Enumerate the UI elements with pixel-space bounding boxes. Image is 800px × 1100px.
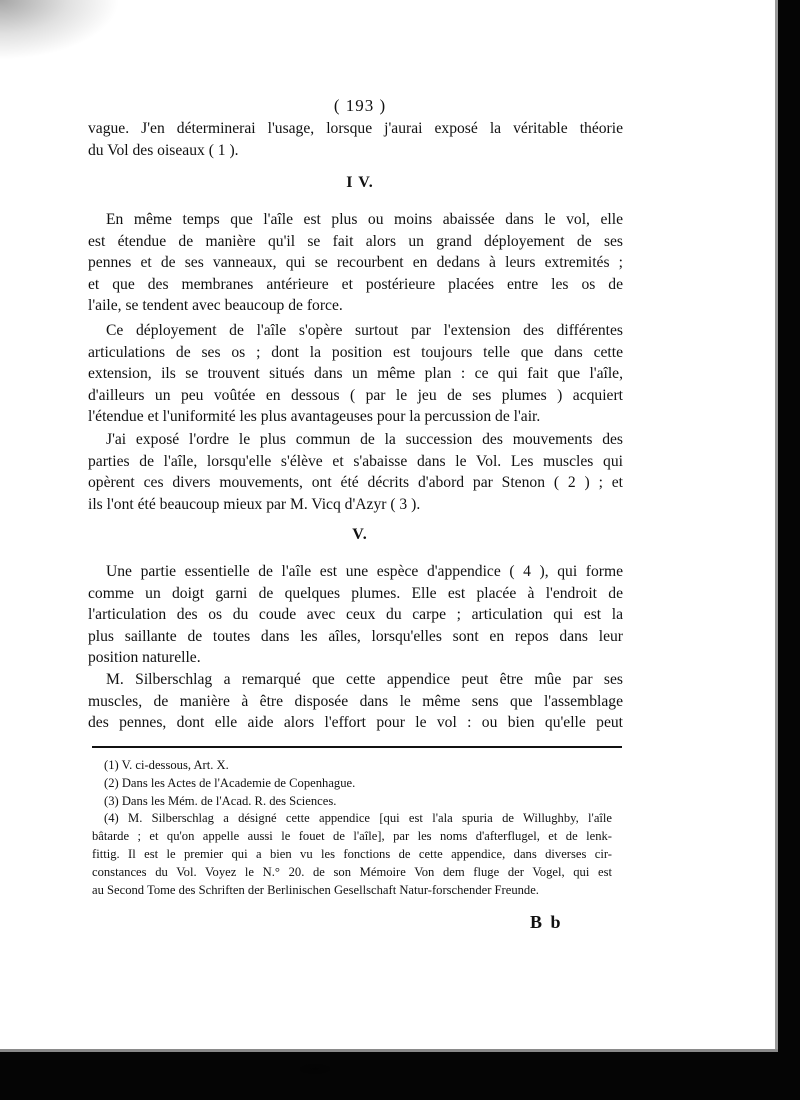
text-line: pennes et de ses vanneaux, qui se recourbent en dedans à leurs extremités ; (88, 254, 623, 272)
page-number: ( 193 ) (333, 96, 387, 115)
text-line: comme un doigt garni de quelques plumes. Elle est placée à l'endroit de (88, 584, 623, 602)
section-heading-v: V. (352, 526, 368, 543)
section-v-paragraph-2 (88, 669, 623, 734)
section-iv-paragraph-2 (88, 320, 623, 428)
text-line: est étendue de manière qu'il se fait alors un grand déployement de ses (88, 232, 623, 250)
text-line: J'ai exposé l'ordre le plus commun de la succession des mouvements des (106, 431, 623, 448)
section-v-paragraph-1 (88, 561, 623, 669)
text-line: Une partie essentielle de l'aîle est une espèce d'appendice ( 4 ), qui forme (106, 563, 623, 580)
footnote-2: (2) Dans les Actes de l'Academie de Copenhague. (104, 775, 356, 790)
signature-mark: B b (530, 912, 563, 932)
footnote-4-line: fittig. Il est le premier qui a bien vu les fonctions de cette appendice, dans diverses cir- (92, 846, 612, 861)
text-line: l'aile, se tendent avec beaucoup de force. (88, 297, 343, 315)
text-line: M. Silberschlag a remarqué que cette appendice peut être mûe par ses (106, 671, 623, 688)
footnotes (92, 757, 612, 899)
text-line: vague. J'en déterminerai l'usage, lorsque j'aurai exposé la véritable théorie (88, 120, 623, 137)
text-line: des pennes, dont elle aide alors l'effort pour le vol : ou bien qu'elle peut (88, 714, 623, 732)
text-line: plus saillante de toutes dans les aîles, lorsqu'elles sont en repos dans leur (88, 627, 623, 645)
text-line: articulations de ses os ; dont la position est toujours telle que dans cette (88, 343, 623, 361)
footnote-3: (3) Dans les Mém. de l'Acad. R. des Sciences. (104, 793, 337, 808)
text-line: du Vol des oiseaux ( 1 ). (88, 141, 239, 159)
section-iv-paragraph-3 (88, 429, 623, 515)
text-line: l'étendue et l'uniformité les plus avantageuses pour la percussion de l'air. (88, 408, 541, 426)
text-line: En même temps que l'aîle est plus ou moins abaissée dans le vol, elle (106, 211, 623, 228)
footnote-4-line: (4) M. Silberschlag a désigné cette appendice [qui est l'ala spuria de Willughby, l'aîle (104, 811, 612, 826)
text-line: extension, ils se trouvent situés dans un même plan : ce qui fait que l'aîle, (88, 365, 623, 383)
text-line: d'ailleurs un peu voûtée en dessous ( par le jeu de ses plumes ) acquiert (88, 386, 623, 404)
scan-smudge (300, 1064, 330, 1074)
text-line: et que des membranes antérieure et postérieure placées entre les os de (88, 275, 623, 293)
scan-border-right (778, 0, 800, 1100)
footnote-divider (92, 746, 622, 748)
text-line: ils l'ont été beaucoup mieux par M. Vicq d'Azyr ( 3 ). (88, 495, 421, 513)
footnote-4-line: bâtarde ; et qu'on appelle aussi le fouet de l'aîle], par les noms d'afterflugel, et de lenk- (92, 829, 612, 844)
footnote-4-line: au Second Tome des Schriften der Berlinischen Gesellschaft Natur-forschender Freunde. (92, 882, 539, 897)
footnote-4-line: constances du Vol. Voyez le N.° 20. de son Mémoire Von dem fluge der Vogel, qui est (92, 864, 612, 879)
text-line: muscles, de manière à être disposée dans le même sens que l'assemblage (88, 692, 623, 710)
footnote-1: (1) V. ci-dessous, Art. X. (104, 758, 229, 772)
scan-border-bottom (0, 1052, 800, 1100)
section-iv-paragraph-1 (88, 209, 623, 317)
text-line: opèrent ces divers mouvements, ont été décrits d'abord par Stenon ( 2 ) ; et (88, 474, 623, 492)
text-line: parties de l'aîle, lorsqu'elle s'élève et s'abaisse dans le Vol. Les muscles qui (88, 452, 623, 470)
continuation-paragraph (88, 118, 623, 161)
text-line: position naturelle. (88, 649, 201, 667)
text-line: l'articulation des os du coude avec ceux du carpe ; articulation qui est la (88, 606, 623, 624)
corner-speckle (0, 0, 120, 60)
section-heading-iv: I V. (346, 174, 374, 191)
text-line: Ce déployement de l'aîle s'opère surtout par l'extension des différentes (106, 322, 623, 339)
